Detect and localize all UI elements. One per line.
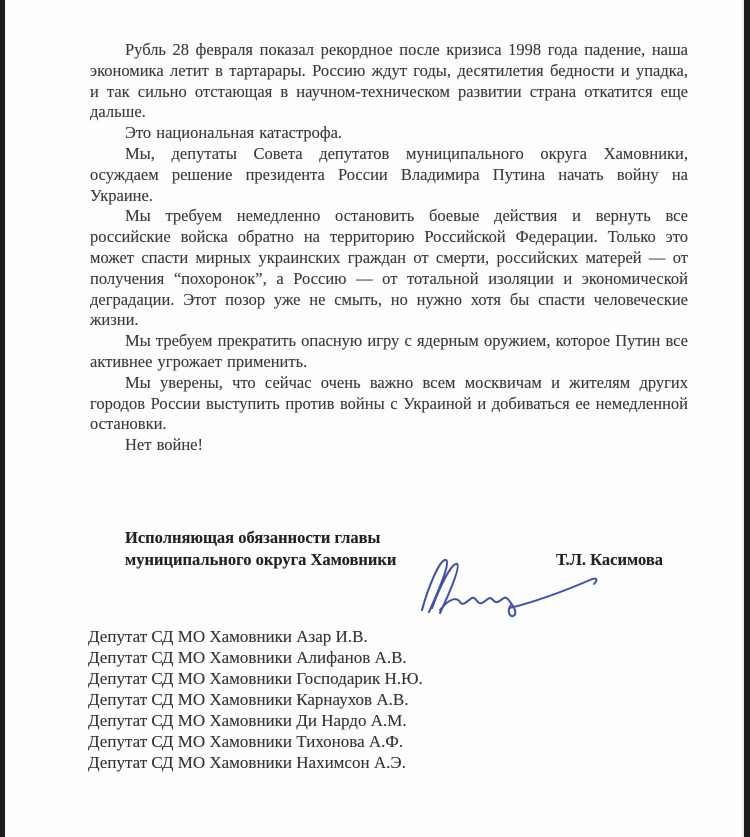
deputy-line: Депутат СД МО Хамовники Азар И.В. — [88, 627, 368, 646]
handwritten-signature-icon — [410, 550, 606, 618]
deputy-line: Депутат СД МО Хамовники Нахимсон А.Э. — [88, 753, 406, 772]
letter-body — [90, 40, 688, 456]
signature-stroke-letters — [440, 598, 515, 616]
signoff-title-line-2: муниципального округа Хамовники — [125, 550, 397, 569]
signature-stroke-flourish — [422, 560, 458, 613]
paragraph-ruble-fall: Рубль 28 февраля показал рекордное после кризиса 1998 года падение, наша экономика летит в тартарары. Россию ждут годы, десятилетия бедности и упадка, и так сильно отстающая в научном-техническом развитии страна откатится еще дальше. — [90, 40, 688, 122]
deputy-line: Депутат СД МО Хамовники Алифанов А.В. — [88, 648, 407, 667]
deputy-line: Депутат СД МО Хамовники Господарик Н.Ю. — [88, 669, 423, 688]
signoff-title-line-1: Исполняющая обязанности главы — [125, 528, 381, 547]
deputy-line: Депутат СД МО Хамовники Карнаухов А.В. — [88, 690, 409, 709]
paragraph-demand-stop-war: Мы требуем немедленно остановить боевые действия и вернуть все российские войска обратно на территорию Российской Федерации. Только это может спасти мирных украинских граждан от смерти, российских матерей — от получения “похоронок”, а Россию — от тотальной изоляции и экономической деградации. Этот позор уже не смыть, но нужно хотя бы спасти человеческие жизни. — [90, 206, 688, 330]
signature-stroke-tail — [510, 579, 597, 608]
paragraph-deputies-condemn: Мы, депутаты Совета депутатов муниципального округа Хамовники, осуждаем решение президента России Владимира Путина начать войну на Украине. — [90, 143, 688, 205]
scan-right-edge-bar — [744, 0, 750, 837]
signer-name: Т.Л. Касимова — [556, 550, 663, 569]
deputies-signature-list — [88, 626, 423, 773]
deputy-line: Депутат СД МО Хамовники Тихонова А.Ф. — [88, 732, 404, 751]
paragraph-no-to-war: Нет войне! — [125, 435, 203, 455]
deputy-line: Депутат СД МО Хамовники Ди Нардо А.М. — [88, 711, 407, 730]
scan-left-edge-bar — [0, 0, 5, 837]
paragraph-nuclear-threat: Мы требуем прекратить опасную игру с ядерным оружием, которое Путин все активнее угрожает применить. — [90, 331, 688, 371]
paragraph-national-catastrophe: Это национальная катастрофа. — [125, 123, 343, 143]
paragraph-call-to-muscovites: Мы уверены, что сейчас очень важно всем москвичам и жителям других городов России выступить против войны с Украиной и добиваться ее немедленной остановки. — [90, 372, 688, 434]
